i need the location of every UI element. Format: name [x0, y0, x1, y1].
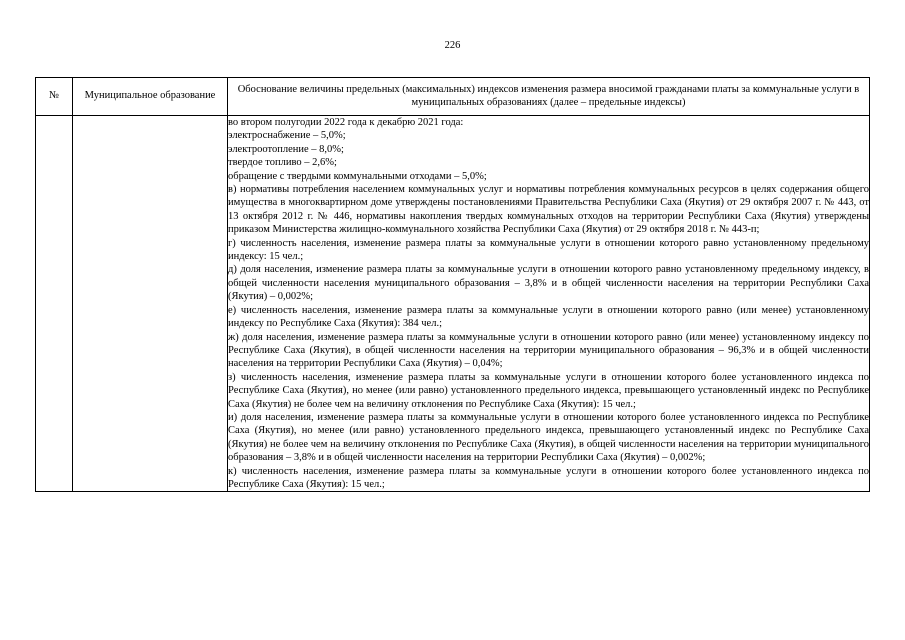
page-number: 226: [444, 40, 461, 51]
header-number: №: [36, 78, 73, 116]
text-line: электроотопление – 8,0%;: [228, 143, 344, 155]
header-justification: Обоснование величины предельных (максимальных) индексов изменения размера вносимой гражданами платы за коммунальные услуги в муниципальных образованиях (далее – предельные индексы): [228, 78, 870, 116]
text-line: обращение с твердыми коммунальными отходами – 5,0%;: [228, 170, 487, 182]
paragraph-v: в) нормативы потребления населением коммунальных услуг и нормативы потребления коммунальных ресурсов в целях содержания общего имущества в многоквартирном доме утверждены постановлениями Правительства Республики Саха (Якутия) от 29 октября 2007 г. № 443, от 13 октября 2012 г. № 446, нормативы накопления твердых коммунальных отходов на территории Республики Саха (Якутия) утверждены приказом Министерства жилищно-коммунального хозяйства Республики Саха (Якутия) от 29 октября 2018 г. № 443-п;: [228, 184, 869, 236]
table-row: [36, 116, 870, 492]
text-line: во втором полугодии 2022 года к декабрю 2021 года:: [228, 117, 464, 128]
header-municipality: Муниципальное образование: [73, 78, 228, 116]
paragraph-z: з) численность населения, изменение размера платы за коммунальные услуги в отношении которого более установленного индекса по Республике Саха (Якутия), но менее (или равно) установленного предельного индекса, превышающего установленный индекс по Республике Саха (Якутия) не более чем на величину отклонения по Республике Саха (Якутия): 15 чел.;: [228, 371, 869, 410]
paragraph-zh: ж) доля населения, изменение размера платы за коммунальные услуги в отношении которого равно (или менее) установленному индексу по Республике Саха (Якутия), в общей численности населения на территории муниципального образования – 96,3% и в общей численности населения на территории Республики Саха (Якутия) – 0,04%;: [228, 331, 869, 370]
paragraph-d: д) доля населения, изменение размера платы за коммунальные услуги в отношении которого равно установленному предельному индексу, в общей численности населения муниципального образования – 3,8% и в общей численности населения на территории Республики Саха (Якутия) – 0,002%;: [228, 264, 869, 303]
paragraph-g: г) численность населения, изменение размера платы за коммунальные услуги в отношении которого равно установленному предельному индексу: 15 чел.;: [228, 237, 869, 263]
paragraph-e: е) численность населения, изменение размера платы за коммунальные услуги в отношении которого равно (или менее) установленному индексу по Республике Саха (Якутия): 384 чел.;: [228, 304, 869, 330]
cell-justification: [228, 116, 870, 492]
table-header-row: [36, 78, 870, 116]
justification-table: [35, 77, 870, 492]
paragraph-k: к) численность населения, изменение размера платы за коммунальные услуги в отношении которого более установленного индекса по Республике Саха (Якутия): 15 чел.;: [228, 465, 869, 490]
paragraph-i: и) доля населения, изменение размера платы за коммунальные услуги в отношении которого более установленного индекса по Республике Саха (Якутия), но менее (или равно) установленного предельного индекса, превышающего установленный индекс по Республике Саха (Якутия) не более чем на величину отклонения по Республике Саха (Якутия), в общей численности населения на территории муниципального образования – 3,8% и в общей численности населения на территории Республики Саха (Якутия) – 0,002%;: [228, 411, 869, 464]
text-line: твердое топливо – 2,6%;: [228, 157, 337, 169]
cell-number: [36, 116, 73, 492]
cell-municipality: [73, 116, 228, 492]
text-line: электроснабжение – 5,0%;: [228, 130, 346, 142]
